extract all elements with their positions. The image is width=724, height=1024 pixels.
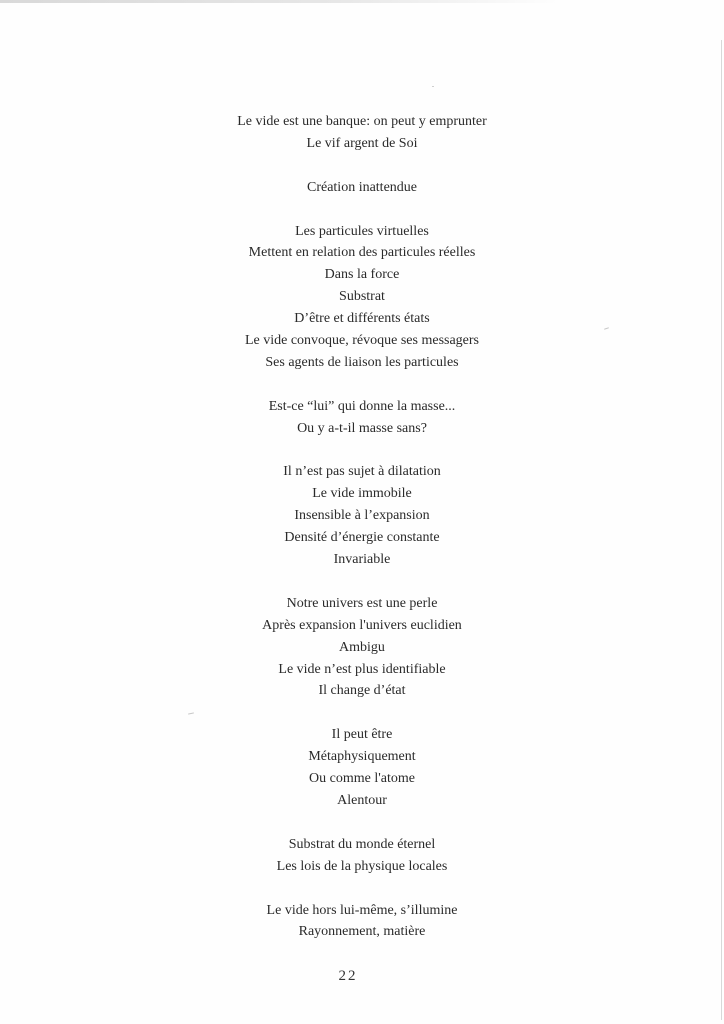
poem-line: Dans la force: [324, 267, 400, 283]
poem-line: Rayonnement, matière: [298, 924, 426, 940]
poem-line: Insensible à l’expansion: [294, 508, 430, 524]
poem-line: Alentour: [337, 793, 387, 808]
poem-line: Densité d’énergie constante: [284, 530, 440, 546]
stanza: [0, 900, 724, 944]
stanza: [0, 396, 724, 440]
poem-line: Mettent en relation des particules réelles: [248, 245, 476, 261]
poem-line: Est-ce “lui” qui donne la masse...: [268, 398, 456, 414]
stanza: [0, 461, 724, 571]
poem-line: Substrat: [339, 289, 385, 305]
poem-line: Ambigu: [339, 639, 385, 655]
poem-line: Ses agents de liaison les particules: [265, 354, 459, 370]
poem-line: Les particules virtuelles: [295, 223, 429, 239]
poem-line: Création inattendue: [306, 179, 418, 195]
stanza: [0, 177, 724, 199]
poem-line: Il n’est pas sujet à dilatation: [283, 464, 441, 480]
poem-line: Le vide est une banque: on peut y emprunter: [237, 114, 487, 129]
poem-line: Ou comme l'atome: [309, 771, 415, 787]
poem-line: Invariable: [333, 552, 391, 568]
poem-line: D’être et différents états: [294, 311, 430, 327]
poem-line: Le vif argent de Soi: [306, 135, 418, 151]
stanza: [0, 221, 724, 374]
poem-line: Substrat du monde éternel: [288, 836, 436, 852]
poem-body: [0, 111, 724, 965]
poem-line: Il peut être: [331, 727, 393, 743]
scan-speck: [432, 86, 434, 87]
poem-line: Le vide n’est plus identifiable: [278, 661, 446, 677]
poem-line: Le vide convoque, révoque ses messagers: [244, 333, 480, 349]
poem-line: Notre univers est une perle: [286, 595, 438, 611]
stanza: [0, 724, 724, 812]
stanza: [0, 834, 724, 878]
poem-line: Ou y a-t-il masse sans?: [297, 420, 427, 436]
stanza: [0, 593, 724, 703]
poem-line: Après expansion l'univers euclidien: [262, 617, 462, 633]
poem-line: Métaphysiquement: [308, 749, 416, 765]
stanza: [0, 111, 724, 155]
page-number: 22: [338, 968, 358, 984]
poem-line: Les lois de la physique locales: [276, 858, 448, 874]
poem-line: Le vide immobile: [312, 486, 412, 502]
scan-edge-top: [0, 0, 560, 3]
poem-line: Il change d’état: [318, 683, 406, 699]
poem-line: Le vide hors lui-même, s’illumine: [266, 902, 458, 918]
